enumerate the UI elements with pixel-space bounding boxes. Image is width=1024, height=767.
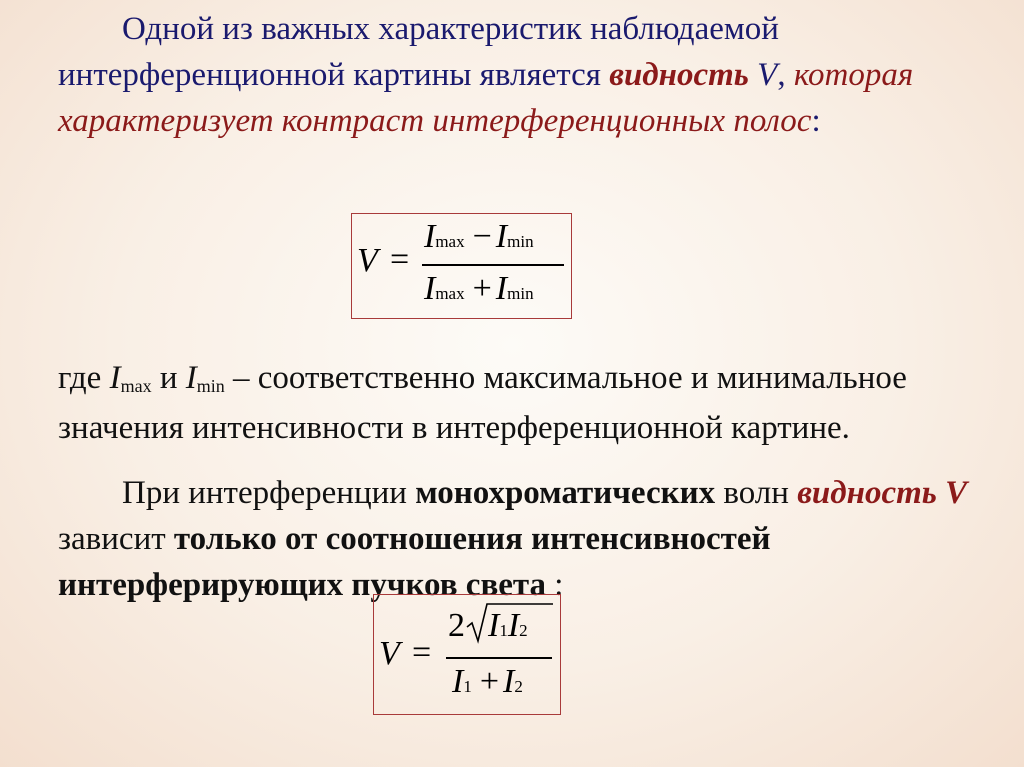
formula2-equals: =	[412, 634, 432, 671]
formula2-numerator: I1I2	[488, 607, 528, 644]
formula2-denominator: I1 + I2	[452, 663, 523, 700]
mono-text-a: При интерференции	[122, 475, 407, 511]
formula1-lhs: V	[357, 242, 378, 279]
where-word: где	[58, 360, 102, 396]
formula1-denominator: Imax + Imin	[424, 270, 534, 307]
and-word: и	[159, 360, 178, 396]
visibility-formula-box	[351, 213, 572, 319]
imax-symbol: I	[109, 360, 121, 396]
monochromatic-formula-box	[373, 594, 561, 715]
intensity-ratio-term: только от соотношения интенсивностей интерферирующих пучков света	[58, 521, 771, 603]
visibility-symbol: V	[757, 57, 778, 93]
visibility-term-2: видность V	[797, 475, 968, 511]
formula1-equals: =	[390, 241, 410, 278]
formula1-numerator: Imax − Imin	[424, 218, 534, 255]
imin-subscript: min	[196, 376, 225, 396]
visibility-term: видность	[609, 57, 749, 93]
imin-symbol: I	[185, 360, 197, 396]
formula2-lhs: V	[379, 635, 400, 672]
definition-text: – соответственно максимальное и минимальное значения интенсивности в интерференционной картине.	[58, 360, 907, 446]
intro-text: Одной из важных характеристик наблюдаемой интерференционной картины является	[58, 11, 779, 93]
formula1-fraction-bar	[422, 264, 564, 266]
contrast-description: которая характеризует контраст интерференционных полос	[58, 57, 914, 139]
formula2-fraction-bar	[446, 657, 552, 659]
mono-text-b: волн	[723, 475, 789, 511]
colon-2: :	[554, 567, 564, 603]
intro-paragraph	[58, 6, 988, 144]
colon: :	[811, 103, 821, 139]
monochromatic-paragraph	[58, 470, 988, 608]
mono-text-c: зависит	[58, 521, 166, 557]
definition-paragraph	[58, 355, 988, 451]
comma: ,	[777, 57, 786, 93]
imax-subscript: max	[120, 376, 152, 396]
monochromatic-term: монохроматических	[415, 475, 716, 511]
formula2-coefficient: 2	[448, 607, 465, 644]
